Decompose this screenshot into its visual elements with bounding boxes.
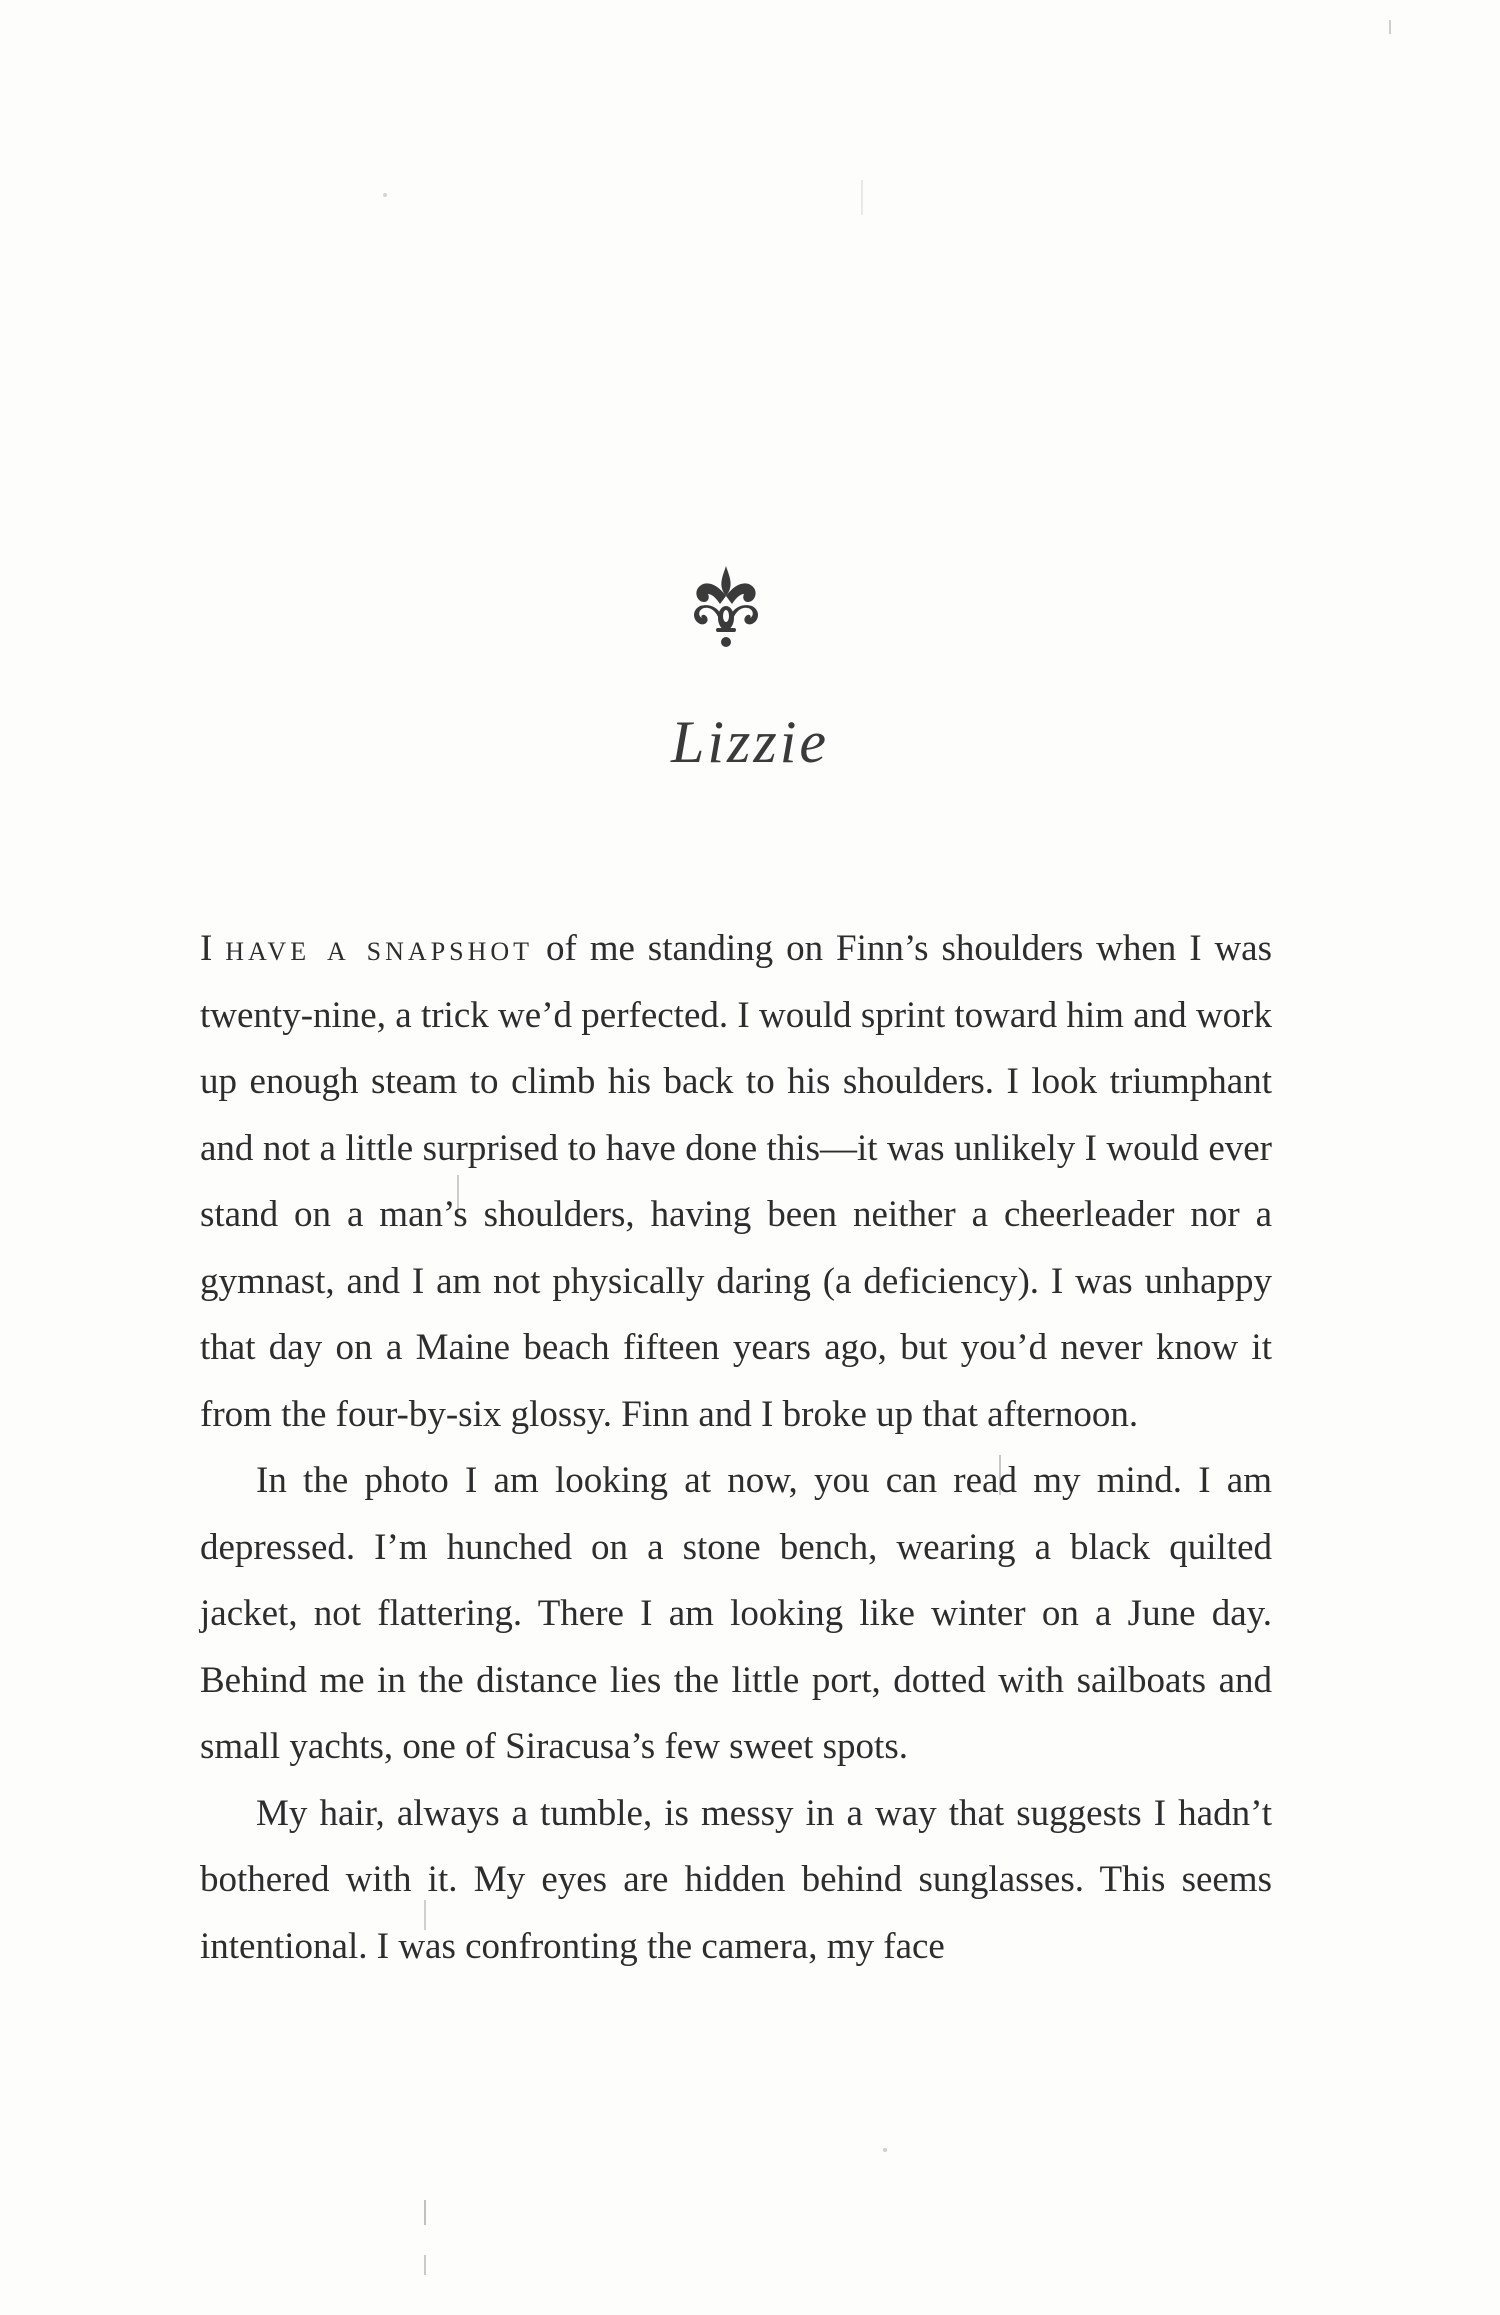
paragraph-1 — [200, 916, 1272, 1448]
chapter-title: Lizzie — [670, 709, 830, 775]
fleuron-icon — [686, 558, 766, 658]
paragraph-2: In the photo I am looking at now, you can read my mind. I am depressed. I’m hunched on a stone bench, wearing a black quilted jacket, not flattering. There I am looking like winter on a June day. Behind me in the distance lies the little port, dotted with sailboats and small yachts, one of Siracusa’s few sweet spots. — [200, 1460, 1272, 1767]
paragraph-3: My hair, always a tumble, is messy in a way that suggests I hadn’t bothered with it. My eyes are hidden behind sunglasses. This seems intentional. I was confronting the camera, my face — [200, 1792, 1272, 1967]
opening-letter: I — [200, 928, 213, 969]
opening-smallcaps: have a snapshot — [225, 928, 534, 969]
paragraph-1-text: of me standing on Finn’s shoulders when I was twenty-nine, a trick we’d perfected. I would sprint toward him and work up enough steam to climb his back to his shoulders. I look triumphant and not a little surprised to have done this—it was unlikely I would ever stand on a man’s shoulders, having been neither a cheerleader nor a gymnast, and I am not physically daring (a deficiency). I was unhappy that day on a Maine beach fifteen years ago, but you’d never know it from the four-by-six glossy. Finn and I broke up that afternoon. — [200, 928, 1272, 1435]
chapter-text — [200, 916, 1272, 1980]
